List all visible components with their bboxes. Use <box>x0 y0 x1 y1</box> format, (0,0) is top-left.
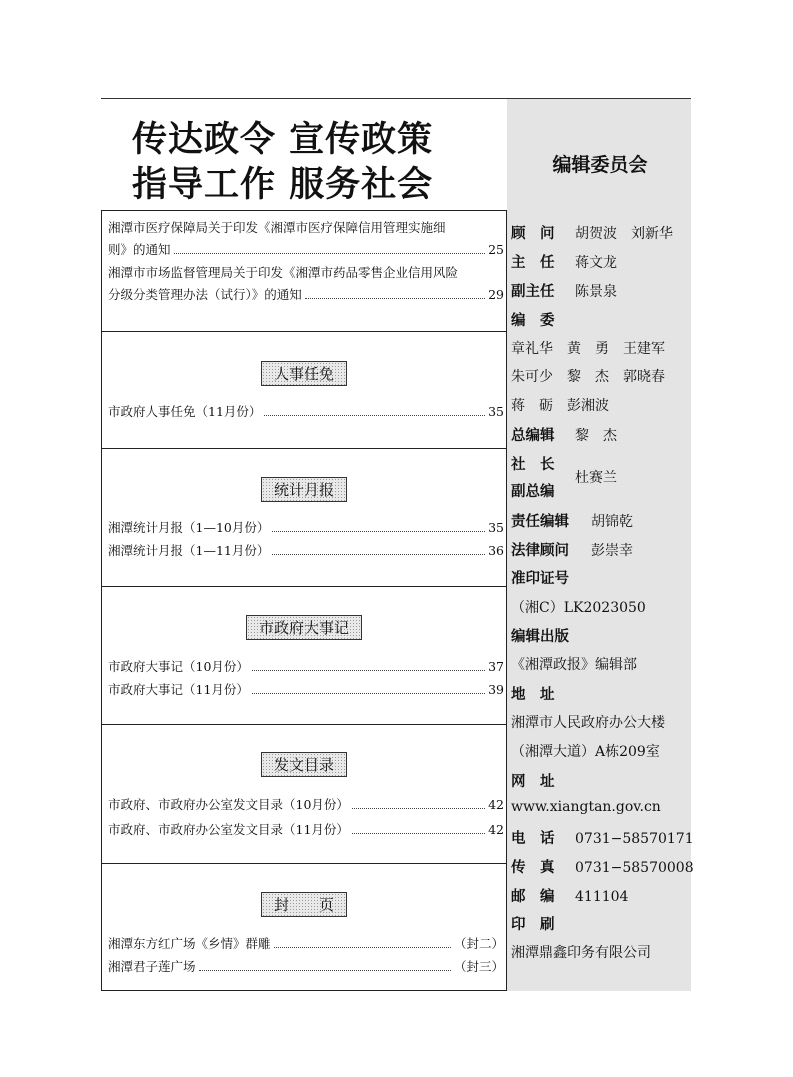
toc-page-number: 39 <box>488 682 504 697</box>
toc-entry-title: 市政府人事任免（11月份） <box>108 404 262 419</box>
chief-editor-row <box>511 424 617 445</box>
toc-entry[interactable] <box>108 656 504 678</box>
committee-row <box>511 309 555 330</box>
dot-leader <box>272 553 485 555</box>
toc-page-number: 42 <box>488 797 504 812</box>
toc-section-personnel <box>102 332 506 449</box>
dot-leader <box>272 530 485 532</box>
toc-entry[interactable] <box>108 540 504 562</box>
adviser-value: 胡贺波 刘新华 <box>575 226 673 242</box>
address-label: 地 址 <box>511 687 555 703</box>
toc-entry[interactable] <box>108 262 504 306</box>
deputy-chief-label <box>511 480 555 501</box>
phone-row <box>511 827 694 848</box>
permit-label: 准印证号 <box>511 571 569 587</box>
toc-entry-title-cont: 分级分类管理办法（试行）》的通知 <box>108 287 302 302</box>
committee-label: 编 委 <box>511 313 555 329</box>
dot-leader <box>352 807 485 809</box>
adviser-label: 顾 问 <box>511 226 555 242</box>
toc-entry[interactable] <box>108 933 504 955</box>
toc-entry-title-cont: 则》的通知 <box>108 242 171 257</box>
section-heading: 封 页 <box>261 892 347 917</box>
toc-entry-title: 市政府、市政府办公室发文目录（10月份） <box>108 797 349 812</box>
responsible-editor-value: 胡锦乾 <box>591 514 633 530</box>
responsible-editor-label: 责任编辑 <box>511 514 569 530</box>
section-heading: 市政府大事记 <box>246 615 362 640</box>
section-heading: 发文目录 <box>261 752 347 777</box>
editorial-board-title: 编辑委员会 <box>552 154 648 176</box>
director-value: 蒋文龙 <box>575 255 617 271</box>
toc-entry-title: 湘潭市医疗保障局关于印发《湘潭市医疗保障信用管理实施细 <box>108 220 446 235</box>
legal-adviser-label: 法律顾问 <box>511 543 569 559</box>
toc-entry-title: 市政府大事记（10月份） <box>108 659 249 674</box>
committee-members-line-2: 朱可少 黎 杰 郭晓春 <box>511 369 665 385</box>
printer-label: 印 刷 <box>511 917 555 933</box>
toc-section-document-catalog <box>102 725 506 864</box>
permit-label-row <box>511 567 569 588</box>
dot-leader <box>305 297 485 299</box>
fax-row <box>511 856 694 877</box>
fax-label: 传 真 <box>511 860 555 876</box>
postcode-row <box>511 885 628 906</box>
committee-members-line-3: 蒋 砺 彭湘波 <box>511 398 609 414</box>
toc-page-number: 37 <box>488 659 504 674</box>
dot-leader <box>274 946 451 948</box>
committee-members-line-1: 章礼华 黄 勇 王建军 <box>511 341 665 357</box>
toc-entry[interactable] <box>108 679 504 701</box>
director-label: 主 任 <box>511 255 555 271</box>
table-of-contents <box>101 210 507 991</box>
printer-label-row <box>511 913 555 934</box>
president-label-text: 社 长 <box>511 457 555 473</box>
deputy-director-row <box>511 280 617 301</box>
address-line-2: （湘潭大道）A栋209室 <box>511 744 660 760</box>
toc-entry-title: 湘潭东方红广场《乡情》群雕 <box>108 936 271 951</box>
printer-value: 湘潭鼎鑫印务有限公司 <box>511 945 651 961</box>
deputy-director-value: 陈景泉 <box>575 284 617 300</box>
dot-leader <box>252 692 485 694</box>
slogan-line-2: 指导工作 服务社会 <box>132 165 434 205</box>
toc-section-statistics <box>102 449 506 587</box>
dot-leader <box>199 969 451 971</box>
publisher-value: 《湘潭政报》编辑部 <box>511 657 637 673</box>
chief-editor-label: 总编辑 <box>511 428 555 444</box>
permit-value: （湘C）LK2023050 <box>511 600 646 616</box>
toc-entry[interactable] <box>108 794 504 816</box>
toc-page-number: 36 <box>488 543 504 558</box>
section-heading: 人事任免 <box>261 361 347 386</box>
toc-page-number: 35 <box>488 404 504 419</box>
website-label: 网 址 <box>511 774 555 790</box>
toc-section-major-events <box>102 587 506 725</box>
toc-entry[interactable] <box>108 217 504 261</box>
toc-page-number: （封三） <box>453 959 504 974</box>
toc-entry-title: 市政府、市政府办公室发文目录（11月份） <box>108 822 349 837</box>
dot-leader <box>252 669 485 671</box>
toc-entry-title: 湘潭市市场监督管理局关于印发《湘潭市药品零售企业信用风险 <box>108 265 459 280</box>
responsible-editor-row <box>511 510 633 531</box>
adviser-row <box>511 222 673 243</box>
toc-entry-title: 市政府大事记（11月份） <box>108 682 249 697</box>
dot-leader <box>174 252 486 254</box>
toc-section-policies <box>102 211 506 332</box>
toc-entry-title: 湘潭统计月报（1—10月份） <box>108 520 270 535</box>
website-label-row <box>511 770 555 791</box>
dot-leader <box>264 414 485 416</box>
dot-leader <box>352 832 485 834</box>
legal-adviser-value: 彭崇幸 <box>591 543 633 559</box>
website-value[interactable]: www.xiangtan.gov.cn <box>511 799 661 815</box>
toc-section-cover-pages <box>102 864 506 990</box>
president-value: 杜赛兰 <box>575 470 617 486</box>
section-heading: 统计月报 <box>261 477 347 502</box>
phone-label: 电 话 <box>511 831 555 847</box>
toc-page-number: 35 <box>488 520 504 535</box>
toc-entry-title: 湘潭统计月报（1—11月份） <box>108 543 270 558</box>
fax-value: 0731−58570008 <box>575 860 694 876</box>
address-label-row <box>511 683 555 704</box>
toc-page-number: 25 <box>488 242 504 257</box>
address-line-1: 湘潭市人民政府办公大楼 <box>511 715 665 731</box>
phone-value: 0731−58570171 <box>575 831 694 847</box>
chief-editor-value: 黎 杰 <box>575 428 617 444</box>
toc-entry[interactable] <box>108 517 504 539</box>
director-row <box>511 251 617 272</box>
toc-entry[interactable] <box>108 956 504 978</box>
postcode-value: 411104 <box>575 889 629 905</box>
toc-page-number: 29 <box>488 287 504 302</box>
toc-page-number: （封二） <box>453 936 504 951</box>
deputy-chief-label-text: 副总编 <box>511 484 555 500</box>
postcode-label: 邮 编 <box>511 889 555 905</box>
legal-adviser-row <box>511 539 633 560</box>
deputy-director-label: 副主任 <box>511 284 555 300</box>
toc-entry[interactable] <box>108 401 504 423</box>
toc-entry-title: 湘潭君子莲广场 <box>108 959 196 974</box>
toc-entry[interactable] <box>108 819 504 841</box>
slogan-line-1: 传达政令 宣传政策 <box>132 120 434 160</box>
president-label <box>511 453 555 474</box>
toc-page-number: 42 <box>488 822 504 837</box>
publisher-label: 编辑出版 <box>511 629 569 645</box>
publisher-label-row <box>511 625 569 646</box>
